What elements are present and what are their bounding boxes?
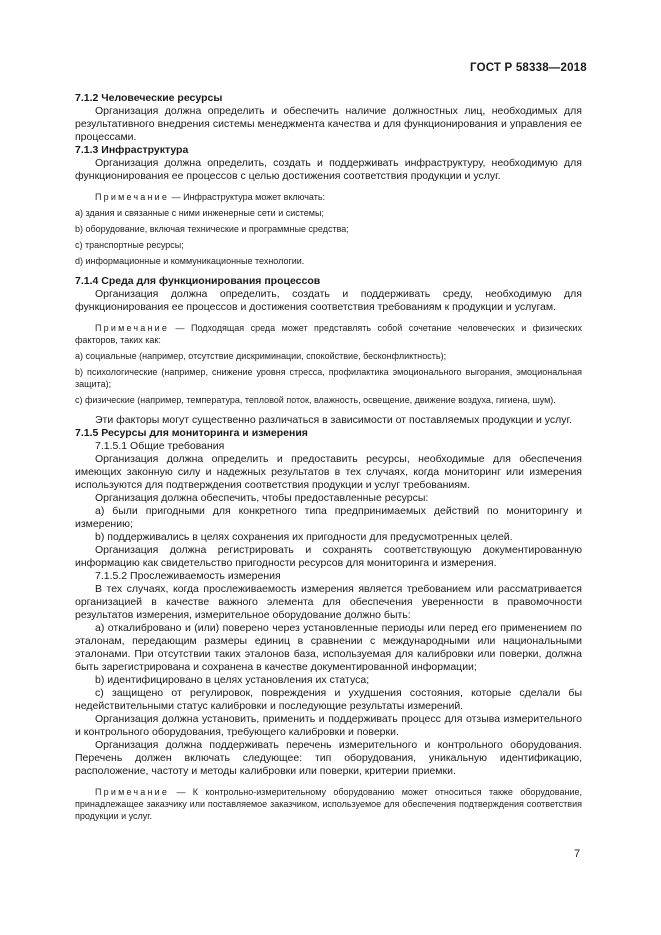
note bbox=[75, 322, 582, 346]
paragraph: Организация должна определить и предоставить ресурсы, необходимые для обеспечения имеющих законную силу и надежных результатов в тех случаях, когда мониторинг или измерения используются для подтверждения соответствия продукции и услуг требованиям. bbox=[75, 453, 582, 491]
list-item: c) защищено от регулировок, повреждения и ухудшения состояния, которые сделали бы недействительными статус калибровки и последующие результаты измерений. bbox=[75, 687, 582, 712]
note-list-item: c) физические (например, температура, тепловой поток, влажность, освещение, движение воздуха, гигиена, шум). bbox=[75, 395, 556, 405]
note-list-item: b) психологические (например, снижение уровня стресса, профилактика эмоционального выгорания, эмоциональная защита); bbox=[75, 367, 582, 389]
document-header bbox=[470, 62, 587, 74]
note-list-item: c) транспортные ресурсы; bbox=[75, 240, 184, 250]
section-heading-7-1-5: 7.1.5 Ресурсы для мониторинга и измерения bbox=[75, 427, 308, 439]
section-heading-7-1-4: 7.1.4 Среда для функционирования процессов bbox=[75, 275, 321, 287]
subsection-heading-7-1-5-1: 7.1.5.1 Общие требования bbox=[95, 440, 225, 452]
paragraph: Организация должна поддерживать перечень измерительного и контрольного оборудования. Перечень должен включать следующее: тип оборудования, уникальную идентификацию, расположение, частоту и методы калибровки или поверки, критерии приемки. bbox=[75, 739, 582, 777]
note-label: Примечание bbox=[95, 323, 170, 333]
paragraph: Организация должна обеспечить, чтобы предоставленные ресурсы: bbox=[95, 492, 429, 504]
paragraph: В тех случаях, когда прослеживаемость измерения является требованием или рассматривается организацией в качестве важного элемента для обеспечения уверенности в правомочности результатов измерения, измерительное оборудование должно быть: bbox=[75, 583, 582, 621]
paragraph: Организация должна определить, создать и поддерживать среду, необходимую для функционирования ее процессов и достижения соответствия требованиям к продукции и услугам. bbox=[75, 288, 582, 313]
note-label: Примечание bbox=[95, 787, 170, 797]
subsection-heading-7-1-5-2: 7.1.5.2 Прослеживаемость измерения bbox=[95, 570, 281, 582]
standard-number: ГОСТ Р 58338—2018 bbox=[470, 62, 587, 74]
list-item: а) были пригодными для конкретного типа предпринимаемых действий по мониторингу и измерению; bbox=[75, 505, 582, 530]
paragraph: Организация должна определить, создать и поддерживать инфраструктуру, необходимую для функционирования ее процессов с целью достижения соответствия продукции и услуг. bbox=[75, 157, 582, 182]
list-item: b) поддерживались в целях сохранения их пригодности для предусмотренных целей. bbox=[95, 531, 513, 543]
page-number: 7 bbox=[574, 848, 581, 860]
note-list-item: а) социальные (например, отсутствие дискриминации, спокойствие, бесконфликтность); bbox=[75, 351, 447, 361]
note-list-item: b) оборудование, включая технические и программные средства; bbox=[75, 224, 349, 234]
section-heading-7-1-3: 7.1.3 Инфраструктура bbox=[75, 144, 189, 156]
list-item: а) откалибровано и (или) поверено через установленные периоды или перед его применением по эталонам, передающим размеры единиц в сравнении с международными или национальными эталонами. При отсутствии таких эталонов база, используемая для калибровки или поверки, должна быть зарегистрирована и сохранена в качестве документированной информации; bbox=[75, 622, 582, 673]
section-heading-7-1-2: 7.1.2 Человеческие ресурсы bbox=[75, 92, 223, 104]
note-text: — Подходящая среда может представлять собой сочетание человеческих и физических факторов, таких как: bbox=[75, 323, 582, 345]
paragraph: Организация должна регистрировать и сохранять соответствующую документированную информацию как свидетельство пригодности ресурсов для мониторинга и измерения. bbox=[75, 544, 582, 569]
paragraph: Организация должна установить, применить и поддерживать процесс для отзыва измерительного и контрольного оборудования, требующего калибровки и поверки. bbox=[75, 713, 582, 738]
note bbox=[75, 786, 582, 822]
paragraph: Эти факторы могут существенно различаться в зависимости от поставляемых продукции и услуг. bbox=[95, 414, 573, 426]
note-list-item: a) здания и связанные с ними инженерные сети и системы; bbox=[75, 208, 324, 218]
paragraph: Организация должна определить и обеспечить наличие должностных лиц, необходимых для результативного внедрения системы менеджмента качества и для функционирования и управления ее процессами. bbox=[75, 105, 582, 143]
note-text: — Инфраструктура может включать: bbox=[169, 192, 326, 202]
note-list-item: d) информационные и коммуникационные технологии. bbox=[75, 256, 305, 266]
document-body bbox=[75, 92, 582, 822]
list-item: b) идентифицировано в целях установления их статуса; bbox=[95, 674, 370, 686]
note-text: — К контрольно-измерительному оборудованию может относиться также оборудование, принадлежащее заказчику или поставляемое заказчиком, используемое для обеспечения подтверждения соответствия продукции и услуг. bbox=[75, 787, 582, 821]
note bbox=[75, 191, 582, 203]
note-label: Примечание bbox=[95, 192, 170, 202]
